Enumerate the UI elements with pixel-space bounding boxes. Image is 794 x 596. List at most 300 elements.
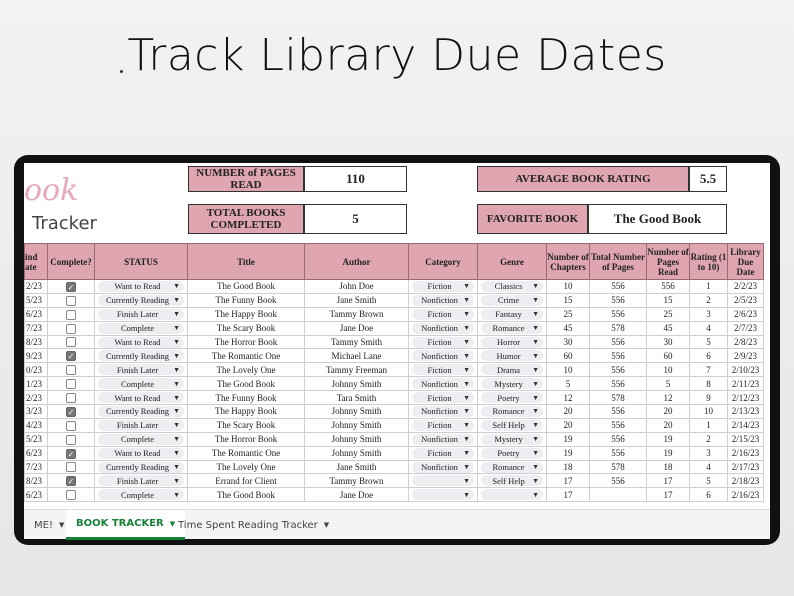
total-pages-cell[interactable]: 556	[590, 474, 647, 488]
title-cell[interactable]: The Funny Book	[188, 391, 305, 405]
checkbox-icon[interactable]	[66, 421, 76, 431]
author-cell[interactable]: Johnny Smith	[305, 405, 409, 419]
status-cell[interactable]	[95, 377, 188, 391]
title-cell[interactable]: The Good Book	[188, 488, 305, 502]
title-cell[interactable]: The Happy Book	[188, 307, 305, 321]
title-cell[interactable]: The Funny Book	[188, 293, 305, 307]
status-cell[interactable]	[95, 418, 188, 432]
checkbox-icon[interactable]	[66, 490, 76, 500]
complete-cell[interactable]	[48, 293, 95, 307]
title-cell[interactable]: The Romantic One	[188, 349, 305, 363]
category-dropdown[interactable]	[412, 448, 474, 459]
author-cell[interactable]: Michael Lane	[305, 349, 409, 363]
status-dropdown[interactable]	[98, 489, 184, 500]
chapters-cell[interactable]: 20	[547, 405, 590, 419]
book-tracker-logo	[24, 171, 184, 246]
category-value: Nonfiction	[421, 434, 458, 445]
category-dropdown[interactable]	[412, 281, 474, 292]
total-pages-cell[interactable]: 556	[590, 307, 647, 321]
dropdown-arrow-icon: ▼	[173, 435, 180, 444]
category-value: Nonfiction	[421, 406, 458, 417]
status-dropdown[interactable]	[98, 364, 184, 375]
genre-cell[interactable]	[478, 280, 547, 294]
genre-dropdown[interactable]	[481, 448, 543, 459]
due-date-cell[interactable]: 2/16/23	[728, 488, 764, 502]
complete-cell[interactable]	[48, 307, 95, 321]
author-cell[interactable]: Tammy Brown	[305, 474, 409, 488]
title-cell[interactable]: The Horror Book	[188, 335, 305, 349]
status-cell[interactable]	[95, 460, 188, 474]
rating-cell[interactable]: 7	[690, 363, 728, 377]
checkbox-icon[interactable]	[66, 365, 76, 375]
status-cell[interactable]	[95, 321, 188, 335]
due-date-cell[interactable]: 2/14/23	[728, 418, 764, 432]
status-cell[interactable]	[95, 432, 188, 446]
dropdown-arrow-icon: ▼	[463, 282, 470, 291]
checkbox-icon[interactable]	[66, 337, 76, 347]
table-row	[25, 391, 764, 405]
rating-cell[interactable]: 6	[690, 488, 728, 502]
genre-dropdown[interactable]	[481, 350, 543, 361]
genre-cell[interactable]	[478, 391, 547, 405]
title-cell[interactable]: The Horror Book	[188, 432, 305, 446]
rating-cell[interactable]: 2	[690, 432, 728, 446]
checked-checkbox-icon[interactable]: ✓	[67, 477, 75, 487]
author-cell[interactable]: Jane Smith	[305, 460, 409, 474]
title-cell[interactable]: The Good Book	[188, 377, 305, 391]
status-dropdown[interactable]	[98, 309, 184, 320]
status-dropdown[interactable]	[98, 475, 184, 486]
chapters-cell[interactable]: 10	[547, 363, 590, 377]
col-chapters[interactable]: Number of Chapters	[547, 244, 590, 280]
checkbox-icon[interactable]	[66, 435, 76, 445]
author-cell[interactable]: Tammy Brown	[305, 307, 409, 321]
category-dropdown[interactable]	[412, 475, 474, 486]
dropdown-arrow-icon: ▼	[173, 407, 180, 416]
col-due-date[interactable]: Library Due Date	[728, 244, 764, 280]
end-date-cell[interactable]: 7/23	[25, 460, 48, 474]
col-total-pages[interactable]: Total Number of Pages	[590, 244, 647, 280]
complete-cell[interactable]	[48, 377, 95, 391]
checkbox-icon[interactable]	[66, 379, 76, 389]
status-dropdown[interactable]	[98, 337, 184, 348]
total-pages-cell[interactable]: 556	[590, 446, 647, 460]
dropdown-arrow-icon: ▼	[532, 351, 539, 360]
author-cell[interactable]: John Doe	[305, 280, 409, 294]
total-pages-cell[interactable]: 556	[590, 432, 647, 446]
due-date-cell[interactable]: 2/15/23	[728, 432, 764, 446]
category-cell[interactable]	[409, 488, 478, 502]
dropdown-arrow-icon: ▼	[173, 365, 180, 374]
due-date-cell[interactable]: 2/8/23	[728, 335, 764, 349]
rating-cell[interactable]: 4	[690, 460, 728, 474]
chapters-cell[interactable]: 17	[547, 488, 590, 502]
due-date-cell[interactable]: 2/6/23	[728, 307, 764, 321]
genre-value: Poetry	[497, 392, 520, 403]
author-cell[interactable]: Johnny Smith	[305, 377, 409, 391]
col-pages-read[interactable]: Number of Pages Read	[647, 244, 690, 280]
status-cell[interactable]	[95, 335, 188, 349]
checkbox-icon[interactable]	[66, 393, 76, 403]
total-pages-cell[interactable]: 578	[590, 321, 647, 335]
complete-cell[interactable]	[48, 446, 95, 460]
pages-read-cell[interactable]: 18	[647, 460, 690, 474]
pages-read-cell[interactable]: 25	[647, 307, 690, 321]
genre-cell[interactable]	[478, 488, 547, 502]
category-cell[interactable]	[409, 349, 478, 363]
category-cell[interactable]	[409, 280, 478, 294]
total-pages-cell[interactable]: 556	[590, 349, 647, 363]
rating-cell[interactable]: 3	[690, 446, 728, 460]
due-date-cell[interactable]: 2/17/23	[728, 460, 764, 474]
chapters-cell[interactable]: 17	[547, 474, 590, 488]
pages-read-cell[interactable]: 15	[647, 293, 690, 307]
complete-cell[interactable]	[48, 488, 95, 502]
checkbox-icon[interactable]	[66, 310, 76, 320]
checkbox-icon[interactable]	[66, 462, 76, 472]
end-date-cell[interactable]: 4/23	[25, 418, 48, 432]
genre-dropdown[interactable]	[481, 309, 543, 320]
dropdown-arrow-icon: ▼	[532, 365, 539, 374]
genre-dropdown[interactable]	[481, 295, 543, 306]
author-cell[interactable]: Tammy Freeman	[305, 363, 409, 377]
tab-label: ME!	[34, 519, 53, 531]
table-row	[25, 460, 764, 474]
status-value: Currently Reading	[106, 295, 170, 306]
end-date-cell[interactable]: 0/23	[25, 363, 48, 377]
genre-dropdown[interactable]	[481, 323, 543, 334]
genre-cell[interactable]	[478, 432, 547, 446]
complete-cell[interactable]	[48, 335, 95, 349]
genre-dropdown[interactable]	[481, 434, 543, 445]
chapters-cell[interactable]: 5	[547, 377, 590, 391]
genre-cell[interactable]	[478, 377, 547, 391]
status-dropdown[interactable]	[98, 323, 184, 334]
author-cell[interactable]: Jane Doe	[305, 321, 409, 335]
category-cell[interactable]	[409, 321, 478, 335]
category-cell[interactable]	[409, 418, 478, 432]
total-pages-cell[interactable]: 578	[590, 460, 647, 474]
rating-cell[interactable]: 4	[690, 321, 728, 335]
end-date-cell[interactable]: 9/23	[25, 349, 48, 363]
category-dropdown[interactable]	[412, 309, 474, 320]
genre-cell[interactable]	[478, 335, 547, 349]
category-cell[interactable]	[409, 446, 478, 460]
status-dropdown[interactable]	[98, 378, 184, 389]
end-date-cell[interactable]: 6/23	[25, 488, 48, 502]
genre-cell[interactable]	[478, 405, 547, 419]
due-date-cell[interactable]: 2/7/23	[728, 321, 764, 335]
title-cell[interactable]: Errand for Client	[188, 474, 305, 488]
end-date-cell[interactable]: 8/23	[25, 474, 48, 488]
rating-cell[interactable]: 10	[690, 405, 728, 419]
status-cell[interactable]	[95, 488, 188, 502]
col-complete[interactable]: Complete?	[48, 244, 95, 280]
total-pages-cell[interactable]	[590, 488, 647, 502]
title-cell[interactable]: The Romantic One	[188, 446, 305, 460]
rating-cell[interactable]: 6	[690, 349, 728, 363]
category-dropdown[interactable]	[412, 406, 474, 417]
category-dropdown[interactable]	[412, 378, 474, 389]
category-dropdown[interactable]	[412, 434, 474, 445]
status-value: Finish Later	[116, 364, 159, 375]
status-cell[interactable]	[95, 307, 188, 321]
author-cell[interactable]: Jane Doe	[305, 488, 409, 502]
pages-read-cell[interactable]: 5	[647, 377, 690, 391]
checked-checkbox-icon[interactable]: ✓	[67, 407, 75, 417]
total-pages-cell[interactable]: 556	[590, 377, 647, 391]
pages-read-cell[interactable]: 17	[647, 474, 690, 488]
genre-cell[interactable]	[478, 293, 547, 307]
genre-dropdown[interactable]	[481, 489, 543, 500]
category-dropdown[interactable]	[412, 462, 474, 473]
genre-cell[interactable]	[478, 321, 547, 335]
complete-cell[interactable]	[48, 321, 95, 335]
genre-value: Poetry	[497, 448, 520, 459]
avg-rating-value[interactable]: 5.5	[689, 166, 727, 192]
total-pages-cell[interactable]: 556	[590, 280, 647, 294]
category-dropdown[interactable]	[412, 489, 474, 500]
category-cell[interactable]	[409, 405, 478, 419]
chapters-cell[interactable]: 18	[547, 460, 590, 474]
status-cell[interactable]	[95, 293, 188, 307]
author-cell[interactable]: Johnny Smith	[305, 432, 409, 446]
genre-cell[interactable]	[478, 446, 547, 460]
title-cell[interactable]: The Lovely One	[188, 460, 305, 474]
genre-cell[interactable]	[478, 363, 547, 377]
end-date-cell[interactable]: 1/23	[25, 377, 48, 391]
genre-dropdown[interactable]	[481, 281, 543, 292]
category-dropdown[interactable]	[412, 323, 474, 334]
category-dropdown[interactable]	[412, 364, 474, 375]
pages-read-cell[interactable]: 10	[647, 363, 690, 377]
author-cell[interactable]: Tara Smith	[305, 391, 409, 405]
pages-read-cell[interactable]: 20	[647, 405, 690, 419]
category-value: Nonfiction	[421, 323, 458, 334]
chapters-cell[interactable]: 12	[547, 391, 590, 405]
complete-cell[interactable]	[48, 349, 95, 363]
complete-cell[interactable]	[48, 460, 95, 474]
total-pages-cell[interactable]: 556	[590, 418, 647, 432]
category-cell[interactable]	[409, 293, 478, 307]
col-genre[interactable]: Genre	[478, 244, 547, 280]
dropdown-arrow-icon: ▼	[532, 435, 539, 444]
col-title[interactable]: Title	[188, 244, 305, 280]
status-dropdown[interactable]	[98, 295, 184, 306]
genre-dropdown[interactable]	[481, 406, 543, 417]
chapters-cell[interactable]: 45	[547, 321, 590, 335]
total-pages-cell[interactable]: 556	[590, 335, 647, 349]
table-row	[25, 349, 764, 363]
checked-checkbox-icon[interactable]: ✓	[67, 352, 75, 362]
rating-cell[interactable]: 9	[690, 391, 728, 405]
total-pages-cell[interactable]: 556	[590, 363, 647, 377]
end-date-cell[interactable]: 6/23	[25, 446, 48, 460]
due-date-cell[interactable]: 2/12/23	[728, 391, 764, 405]
pages-read-value[interactable]: 110	[304, 166, 407, 192]
genre-dropdown[interactable]	[481, 337, 543, 348]
status-dropdown[interactable]	[98, 350, 184, 361]
due-date-cell[interactable]: 2/5/23	[728, 293, 764, 307]
due-date-cell[interactable]: 2/2/23	[728, 280, 764, 294]
title-cell[interactable]: The Scary Book	[188, 418, 305, 432]
genre-value: Fantasy	[495, 309, 522, 320]
title-cell[interactable]: The Happy Book	[188, 405, 305, 419]
chapters-cell[interactable]: 15	[547, 293, 590, 307]
end-date-cell[interactable]: 5/23	[25, 293, 48, 307]
category-cell[interactable]	[409, 474, 478, 488]
status-dropdown[interactable]	[98, 448, 184, 459]
end-date-cell[interactable]: 2/23	[25, 391, 48, 405]
chapters-cell[interactable]: 19	[547, 446, 590, 460]
genre-cell[interactable]	[478, 418, 547, 432]
tab-time-spent[interactable]	[168, 510, 339, 540]
rating-cell[interactable]: 5	[690, 474, 728, 488]
category-cell[interactable]	[409, 377, 478, 391]
rating-cell[interactable]: 3	[690, 307, 728, 321]
due-date-cell[interactable]: 2/16/23	[728, 446, 764, 460]
dropdown-arrow-icon: ▼	[173, 490, 180, 499]
category-dropdown[interactable]	[412, 295, 474, 306]
author-cell[interactable]: Jane Smith	[305, 293, 409, 307]
due-date-cell[interactable]: 2/13/23	[728, 405, 764, 419]
author-cell[interactable]: Johnny Smith	[305, 446, 409, 460]
status-dropdown[interactable]	[98, 434, 184, 445]
books-completed-value[interactable]: 5	[304, 204, 407, 234]
genre-dropdown[interactable]	[481, 462, 543, 473]
dropdown-arrow-icon: ▼	[463, 476, 470, 485]
end-date-cell[interactable]: 3/23	[25, 405, 48, 419]
category-dropdown[interactable]	[412, 420, 474, 431]
genre-cell[interactable]	[478, 307, 547, 321]
complete-cell[interactable]	[48, 405, 95, 419]
end-date-cell[interactable]: 6/23	[25, 307, 48, 321]
genre-cell[interactable]	[478, 349, 547, 363]
status-dropdown[interactable]	[98, 462, 184, 473]
status-cell[interactable]	[95, 391, 188, 405]
category-cell[interactable]	[409, 432, 478, 446]
col-author[interactable]: Author	[305, 244, 409, 280]
complete-cell[interactable]	[48, 391, 95, 405]
genre-dropdown[interactable]	[481, 378, 543, 389]
col-status[interactable]: STATUS	[95, 244, 188, 280]
total-pages-cell[interactable]: 556	[590, 293, 647, 307]
end-date-cell[interactable]: 5/23	[25, 432, 48, 446]
category-value: Fiction	[427, 364, 452, 375]
rating-cell[interactable]: 1	[690, 418, 728, 432]
dropdown-arrow-icon: ▼	[173, 476, 180, 485]
rating-cell[interactable]: 1	[690, 280, 728, 294]
category-dropdown[interactable]	[412, 337, 474, 348]
pages-read-cell[interactable]: 12	[647, 391, 690, 405]
category-cell[interactable]	[409, 363, 478, 377]
rating-cell[interactable]: 8	[690, 377, 728, 391]
checkbox-icon[interactable]	[66, 296, 76, 306]
genre-dropdown[interactable]	[481, 364, 543, 375]
chapters-cell[interactable]: 60	[547, 349, 590, 363]
end-date-cell[interactable]: 2/23	[25, 280, 48, 294]
due-date-cell[interactable]: 2/9/23	[728, 349, 764, 363]
checked-checkbox-icon[interactable]: ✓	[67, 282, 75, 292]
category-cell[interactable]	[409, 391, 478, 405]
complete-cell[interactable]	[48, 280, 95, 294]
pages-read-cell[interactable]: 19	[647, 446, 690, 460]
pages-read-cell[interactable]: 60	[647, 349, 690, 363]
favorite-book-value[interactable]: The Good Book	[588, 204, 727, 234]
genre-cell[interactable]	[478, 474, 547, 488]
status-dropdown[interactable]	[98, 392, 184, 403]
rating-cell[interactable]: 2	[690, 293, 728, 307]
complete-cell[interactable]	[48, 474, 95, 488]
complete-cell[interactable]	[48, 418, 95, 432]
chapters-cell[interactable]: 30	[547, 335, 590, 349]
pages-read-cell[interactable]: 45	[647, 321, 690, 335]
category-dropdown[interactable]	[412, 350, 474, 361]
title-cell[interactable]: The Scary Book	[188, 321, 305, 335]
complete-cell[interactable]	[48, 432, 95, 446]
rating-cell[interactable]: 5	[690, 335, 728, 349]
checkbox-icon[interactable]	[66, 324, 76, 334]
checked-checkbox-icon[interactable]: ✓	[67, 449, 75, 459]
pages-read-cell[interactable]: 556	[647, 280, 690, 294]
genre-dropdown[interactable]	[481, 392, 543, 403]
category-value: Fiction	[427, 309, 452, 320]
total-pages-cell[interactable]: 578	[590, 391, 647, 405]
end-date-cell[interactable]: 8/23	[25, 335, 48, 349]
status-cell[interactable]	[95, 474, 188, 488]
dropdown-arrow-icon: ▼	[532, 449, 539, 458]
category-cell[interactable]	[409, 307, 478, 321]
chapters-cell[interactable]: 20	[547, 418, 590, 432]
pages-read-cell[interactable]: 19	[647, 432, 690, 446]
pages-read-cell[interactable]: 17	[647, 488, 690, 502]
status-dropdown[interactable]	[98, 406, 184, 417]
chapters-cell[interactable]: 10	[547, 280, 590, 294]
status-cell[interactable]	[95, 405, 188, 419]
due-date-cell[interactable]: 2/10/23	[728, 363, 764, 377]
total-pages-cell[interactable]: 556	[590, 405, 647, 419]
status-cell[interactable]	[95, 280, 188, 294]
pages-read-cell[interactable]: 30	[647, 335, 690, 349]
dropdown-arrow-icon: ▼	[173, 449, 180, 458]
genre-dropdown[interactable]	[481, 420, 543, 431]
genre-dropdown[interactable]	[481, 475, 543, 486]
end-date-cell[interactable]: 7/23	[25, 321, 48, 335]
genre-cell[interactable]	[478, 460, 547, 474]
author-cell[interactable]: Tammy Smith	[305, 335, 409, 349]
status-cell[interactable]	[95, 446, 188, 460]
status-cell[interactable]	[95, 349, 188, 363]
category-cell[interactable]	[409, 460, 478, 474]
complete-cell[interactable]	[48, 363, 95, 377]
pages-read-cell[interactable]: 20	[647, 418, 690, 432]
title-cell[interactable]: The Lovely One	[188, 363, 305, 377]
chapters-cell[interactable]: 19	[547, 432, 590, 446]
title-cell[interactable]: The Good Book	[188, 280, 305, 294]
col-end-date[interactable]: ind ate	[25, 244, 48, 280]
chapters-cell[interactable]: 25	[547, 307, 590, 321]
category-dropdown[interactable]	[412, 392, 474, 403]
due-date-cell[interactable]: 2/11/23	[728, 377, 764, 391]
col-rating[interactable]: Rating (1 to 10)	[690, 244, 728, 280]
author-cell[interactable]: Johnny Smith	[305, 418, 409, 432]
status-dropdown[interactable]	[98, 420, 184, 431]
status-dropdown[interactable]	[98, 281, 184, 292]
due-date-cell[interactable]: 2/18/23	[728, 474, 764, 488]
category-cell[interactable]	[409, 335, 478, 349]
status-cell[interactable]	[95, 363, 188, 377]
col-category[interactable]: Category	[409, 244, 478, 280]
